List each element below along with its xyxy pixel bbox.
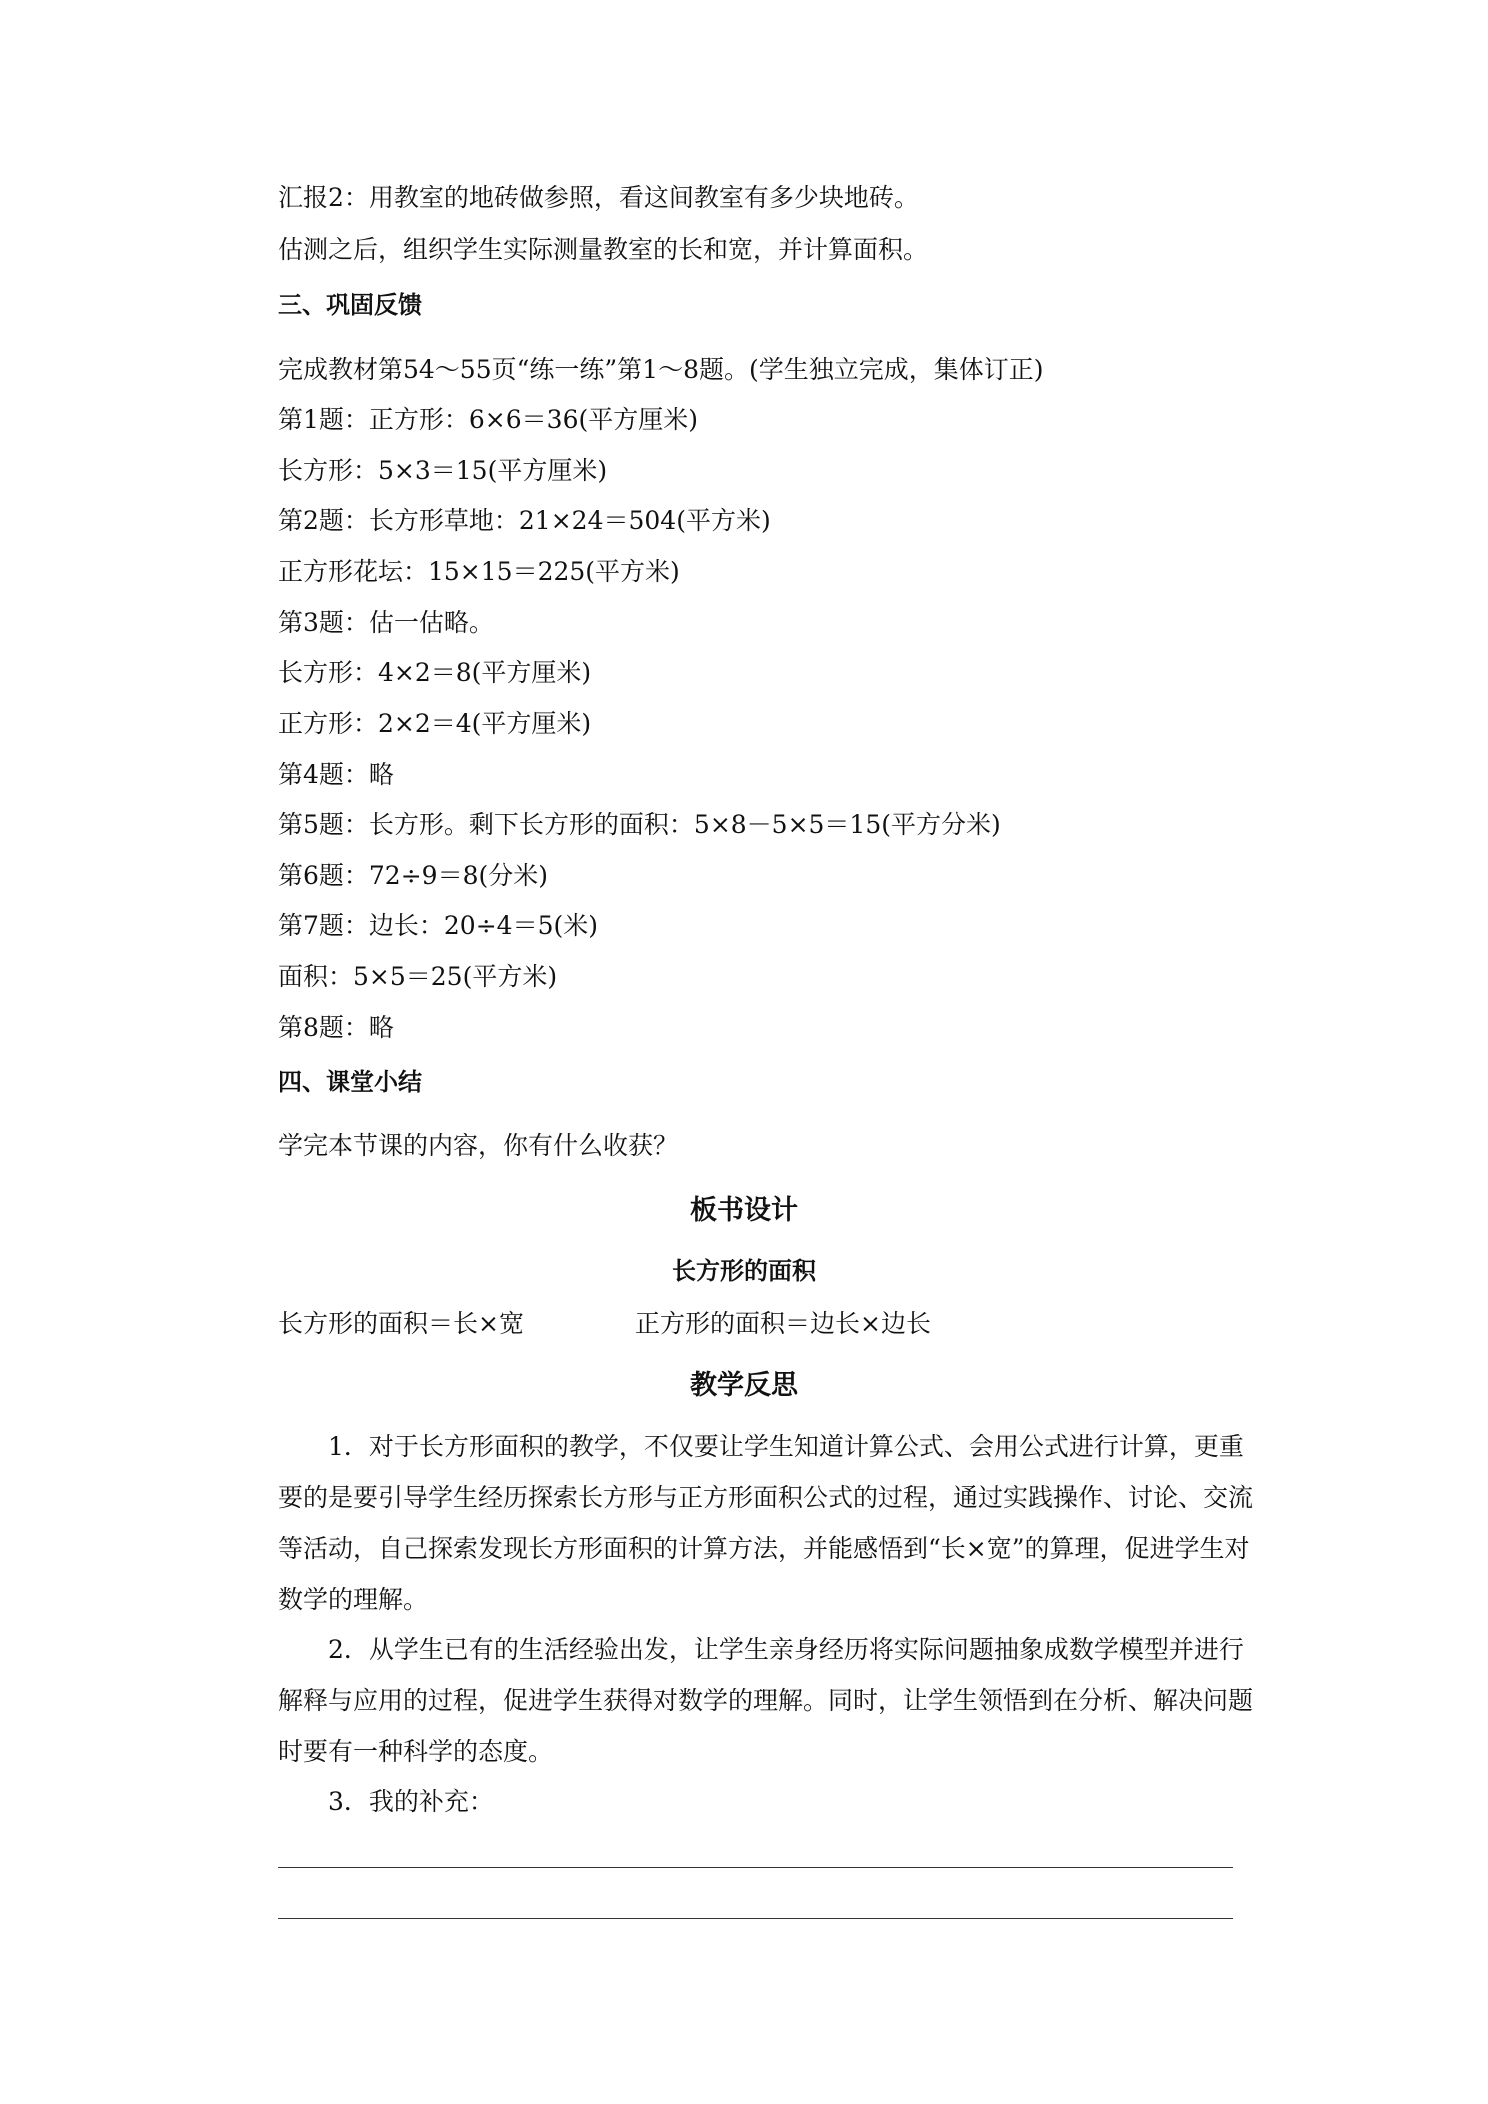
answer-line: 第4题：略 [278,760,394,789]
blank-answer-line [278,1918,1233,1919]
rectangle-area-formula: 长方形的面积＝长×宽 [278,1309,524,1338]
answer-line: 面积：5×5＝25(平方米) [278,962,558,991]
reflection-paragraph-3: 3．我的补充： [328,1787,494,1816]
answer-line: 第8题：略 [278,1013,394,1042]
section-heading-consolidation: 三、巩固反馈 [278,291,422,319]
reflection-paragraph-2: 2．从学生已有的生活经验出发，让学生亲身经历将实际问题抽象成数学模型并进行解释与应用的过程，促进学生获得对数学的理解。同时，让学生领悟到在分析、解决问题时要有一种科学的态度。 [278,1635,1254,1766]
reflection-paragraph-1: 1．对于长方形面积的教学，不仅要让学生知道计算公式、会用公式进行计算，更重要的是要引导学生经历探索长方形与正方形面积公式的过程，通过实践操作、讨论、交流等活动，自己探索发现长方形面积的计算方法，并能感悟到“长×宽”的算理，促进学生对数学的理解。 [278,1432,1254,1614]
summary-question-line: 学完本节课的内容，你有什么收获？ [278,1131,679,1160]
answer-line: 第2题：长方形草地：21×24＝504(平方米) [278,506,771,535]
answer-line: 第1题：正方形：6×6＝36(平方厘米) [278,405,698,434]
answer-line: 第3题：估一估略。 [278,608,494,637]
report-2-line: 汇报2：用教室的地砖做参照，看这间教室有多少块地砖。 [278,183,919,212]
answer-line: 第6题：72÷9＝8(分米) [278,861,548,890]
teaching-reflection-title: 教学反思 [690,1370,798,1401]
square-area-formula: 正方形的面积＝边长×边长 [635,1309,931,1338]
section-heading-summary: 四、课堂小结 [278,1068,422,1096]
blank-answer-line [278,1867,1233,1868]
answer-line: 长方形：5×3＝15(平方厘米) [278,456,608,485]
answer-line: 第7题：边长：20÷4＝5(米) [278,911,598,940]
answer-line: 正方形：2×2＝4(平方厘米) [278,709,592,738]
board-subtitle: 长方形的面积 [672,1257,816,1285]
measure-line: 估测之后，组织学生实际测量教室的长和宽，并计算面积。 [278,235,929,264]
board-design-title: 板书设计 [690,1195,798,1226]
answer-line: 第5题：长方形。剩下长方形的面积：5×8－5×5＝15(平方分米) [278,810,1001,839]
answer-line: 正方形花坛：15×15＝225(平方米) [278,557,680,586]
exercise-instruction-line: 完成教材第54～55页“练一练”第1～8题。(学生独立完成，集体订正) [278,355,1044,384]
answer-line: 长方形：4×2＝8(平方厘米) [278,658,592,687]
